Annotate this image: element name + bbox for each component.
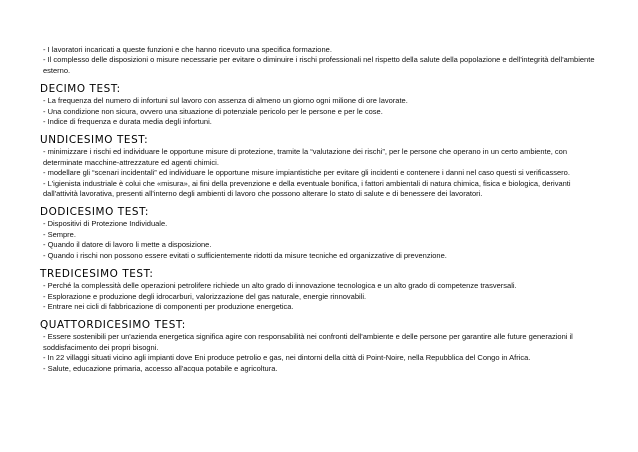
- answer-line: - In 22 villaggi situati vicino agli impianti dove Eni produce petrolio e gas, nei dintorni della città di Point-Noire, nella Repubblica del Congo in Africa.: [43, 353, 531, 363]
- section-heading: DODICESIMO TEST:: [40, 206, 149, 219]
- intro-line: - Il complesso delle disposizioni o misure necessarie per evitare o diminuire i rischi professionali nel rispetto della salute della popolazione e dell'integrità dell'ambiente esterno.: [43, 55, 595, 75]
- answer-line: - Esplorazione e produzione degli idrocarburi, valorizzazione del gas naturale, energie rinnovabili.: [43, 291, 367, 301]
- section-undicesimo: [40, 134, 606, 199]
- answer-line: - Sempre.: [43, 229, 76, 239]
- answer-line: - La frequenza del numero di infortuni sul lavoro con assenza di almeno un giorno ogni milione di ore lavorate.: [43, 96, 408, 106]
- intro-block: [40, 45, 606, 76]
- answer-line: - Essere sostenibili per un'azienda energetica significa agire con responsabilità nei confronti dell'ambiente e delle persone per garantire alle future generazioni il soddisfacimento dei propri bisogni.: [43, 332, 573, 352]
- answer-line: - Indice di frequenza e durata media degli infortuni.: [43, 117, 212, 127]
- answer-line: - Quando il datore di lavoro li mette a disposizione.: [43, 240, 212, 250]
- section-heading: UNDICESIMO TEST:: [40, 134, 149, 147]
- answer-line: - Quando i rischi non possono essere evitati o sufficientemente ridotti da misure tecniche ed organizzative di prevenzione.: [43, 250, 447, 260]
- section-heading: TREDICESIMO TEST:: [40, 268, 154, 281]
- answer-line: - minimizzare i rischi ed individuare le opportune misure di protezione, tramite la “valutazione dei rischi”, per le persone che operano in un certo ambiente, con determinate macchine-attrezzature ed agenti chimici.: [43, 147, 568, 167]
- section-heading: QUATTORDICESIMO TEST:: [40, 319, 186, 332]
- document-page: [40, 45, 606, 374]
- section-quattordicesimo: [40, 319, 606, 374]
- section-decimo: [40, 83, 606, 127]
- answer-line: - Entrare nei cicli di fabbricazione di componenti per produzione energetica.: [43, 301, 294, 311]
- section-dodicesimo: [40, 206, 606, 261]
- intro-line: - I lavoratori incaricati a queste funzioni e che hanno ricevuto una specifica formazione.: [43, 45, 332, 54]
- answer-line: - L'igienista industriale è colui che «misura», ai fini della prevenzione e della eventuale bonifica, i fattori ambientali di natura chimica, fisica e biologica, derivanti dall'attività lavorativa, presenti all'interno degli ambienti di lavoro che possono alterare lo stato di salute e di benessere dei lavoratori.: [43, 178, 571, 199]
- section-tredicesimo: [40, 268, 606, 312]
- answer-line: - Una condizione non sicura, ovvero una situazione di potenziale pericolo per le persone e per le cose.: [43, 106, 383, 116]
- answer-line: - Perché la complessità delle operazioni petrolifere richiede un alto grado di innovazione tecnologica e un alto grado di competenze trasversali.: [43, 281, 517, 291]
- answer-line: - Dispositivi di Protezione Individuale.: [43, 219, 168, 229]
- answer-line: - Salute, educazione primaria, accesso all'acqua potabile e agricoltura.: [43, 363, 278, 373]
- answer-line: - modellare gli “scenari incidentali” ed individuare le opportune misure impiantistiche per evitare gli incidenti e contenere i danni nel caso questi si verificassero.: [43, 168, 570, 178]
- section-heading: DECIMO TEST:: [40, 83, 121, 96]
